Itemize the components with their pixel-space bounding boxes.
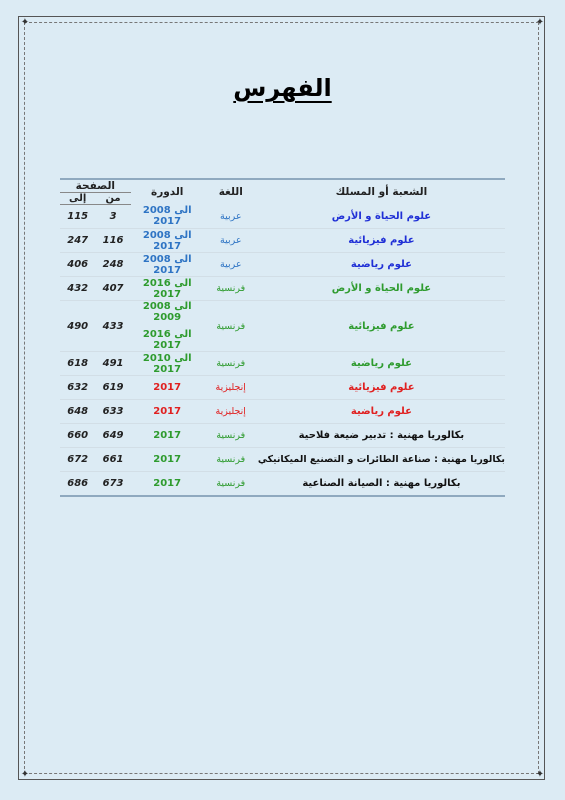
cell-from: 433: [95, 301, 130, 352]
cell-language: فرنسية: [204, 301, 258, 352]
cell-cycle: 2008 الى 2017: [131, 253, 204, 277]
header-page: الصفحة: [60, 179, 131, 193]
header-language: اللغة: [204, 179, 258, 205]
header-from: من: [95, 193, 130, 205]
cell-language: فرنسية: [204, 472, 258, 497]
cell-to: 406: [60, 253, 95, 277]
page-title-text: الفهرس: [233, 74, 332, 102]
cell-from: 248: [95, 253, 130, 277]
cell-language: عربية: [204, 205, 258, 229]
cell-branch: علوم فيزيائية: [258, 301, 505, 352]
index-table: [60, 178, 505, 497]
cell-to: 660: [60, 424, 95, 448]
cell-language: فرنسية: [204, 448, 258, 472]
cell-branch: علوم الحياة و الأرض: [258, 205, 505, 229]
cell-to: 618: [60, 352, 95, 376]
cell-branch: [258, 472, 505, 497]
cell-to: 672: [60, 448, 95, 472]
cell-branch: [258, 424, 505, 448]
cell-to: 686: [60, 472, 95, 497]
table-row: [60, 448, 505, 472]
corner-ornament-icon: ✦: [20, 769, 30, 780]
cell-cycle: 2010 الى 2017: [131, 352, 204, 376]
cell-branch-text: بكالوريا مهنية : صناعة الطائرات و التصنيع الميكانيكي: [257, 454, 505, 465]
cell-branch-text: بكالوريا مهنية : الصيانة الصناعية: [302, 478, 461, 489]
cell-language: عربية: [204, 253, 258, 277]
cell-language: إنجليزية: [204, 400, 258, 424]
cell-branch: علوم رياضية: [258, 352, 505, 376]
cell-language: إنجليزية: [204, 376, 258, 400]
cell-from: 649: [95, 424, 130, 448]
cell-cycle: 2017: [131, 424, 204, 448]
cell-cycle: [131, 301, 204, 352]
cell-from: 619: [95, 376, 130, 400]
header-to: إلى: [60, 193, 95, 205]
cell-from: 116: [95, 229, 130, 253]
cell-cycle: 2017: [131, 448, 204, 472]
cell-cycle: 2016 الى 2017: [131, 277, 204, 301]
cell-branch: علوم فيزيائية: [258, 229, 505, 253]
cell-language: فرنسية: [204, 352, 258, 376]
table-row: [60, 229, 505, 253]
header-cycle: الدورة: [131, 179, 204, 205]
cell-language: عربية: [204, 229, 258, 253]
cell-cycle: 2017: [131, 472, 204, 497]
table-row: [60, 472, 505, 497]
cell-from: 661: [95, 448, 130, 472]
cell-branch: علوم الحياة و الأرض: [258, 277, 505, 301]
cell-from: 3: [95, 205, 130, 229]
cell-branch: علوم رياضية: [258, 400, 505, 424]
cell-language: فرنسية: [204, 277, 258, 301]
table-row: [60, 424, 505, 448]
cell-to: 247: [60, 229, 95, 253]
table-row: [60, 352, 505, 376]
cell-language: فرنسية: [204, 424, 258, 448]
cell-branch-text: بكالوريا مهنية : تدبير ضيعة فلاحية: [298, 430, 465, 441]
table-row: [60, 253, 505, 277]
cell-to: 432: [60, 277, 95, 301]
cell-cycle: 2017: [131, 400, 204, 424]
cell-from: 407: [95, 277, 130, 301]
table-row: [60, 301, 505, 352]
cell-from: 633: [95, 400, 130, 424]
cell-from: 491: [95, 352, 130, 376]
corner-ornament-icon: ✦: [535, 769, 545, 780]
cell-to: 648: [60, 400, 95, 424]
table-row: [60, 400, 505, 424]
cell-cycle: 2017: [131, 376, 204, 400]
cell-branch: علوم فيزيائية: [258, 376, 505, 400]
header-branch: الشعبة أو المسلك: [258, 179, 505, 205]
cell-to: 632: [60, 376, 95, 400]
cell-cycle-line: 2016 الى 2017: [142, 329, 192, 351]
cell-to: 490: [60, 301, 95, 352]
cell-branch: علوم رياضية: [258, 253, 505, 277]
table-row: [60, 205, 505, 229]
cell-cycle-line: 2008 الى 2009: [142, 301, 192, 323]
cell-cycle: 2008 الى 2017: [131, 205, 204, 229]
page-title: [0, 74, 565, 102]
table-row: [60, 277, 505, 301]
cell-cycle: 2008 الى 2017: [131, 229, 204, 253]
cell-branch: [258, 448, 505, 472]
corner-ornament-icon: ✦: [535, 17, 545, 28]
corner-ornament-icon: ✦: [20, 17, 30, 28]
cell-from: 673: [95, 472, 130, 497]
table-row: [60, 376, 505, 400]
table-header-row: [60, 179, 505, 193]
cell-to: 115: [60, 205, 95, 229]
